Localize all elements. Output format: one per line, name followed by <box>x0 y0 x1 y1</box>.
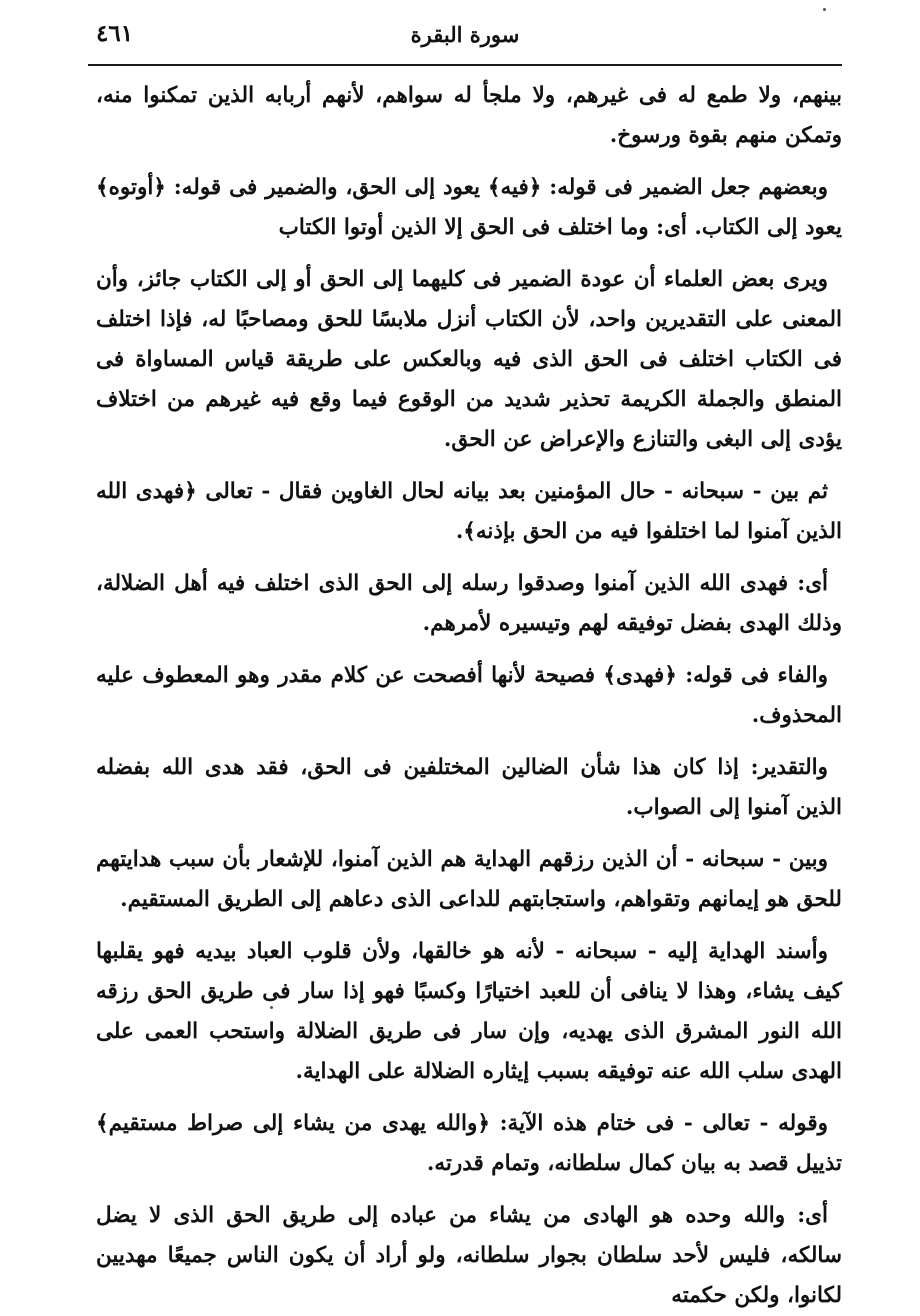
body-text <box>96 76 842 1308</box>
paragraph: والفاء فى قوله: ﴿فهدى﴾ فصيحة لأنها أفصحت عن كلام مقدر وهو المعطوف عليه المحذوف. <box>96 663 842 728</box>
scan-speck <box>270 1006 273 1009</box>
paragraph: وبعضهم جعل الضمير فى قوله: ﴿فيه﴾ يعود إلى الحق، والضمير فى قوله: ﴿أوتوه﴾ يعود إلى الكتاب. أى: وما اختلف فى الحق إلا الذين أوتوا الكتاب <box>96 175 842 240</box>
paragraph: بينهم، ولا طمع له فى غيرهم، ولا ملجأ له سواهم، لأنهم أربابه الذين تمكنوا منه، وتمكن منهم بقوة ورسوخ. <box>96 83 842 148</box>
page-header <box>88 18 842 60</box>
page-number: ٤٦١ <box>96 20 134 47</box>
paragraph: أى: فهدى الله الذين آمنوا وصدقوا رسله إلى الحق الذى اختلف فيه أهل الضلالة، وذلك الهدى بفضل توفيقه لهم وتيسيره لأمرهم. <box>96 571 842 636</box>
paragraph: وقوله - تعالى - فى ختام هذه الآية: ﴿والله يهدى من يشاء إلى صراط مستقيم﴾ تذييل قصد به بيان كمال سلطانه، وتمام قدرته. <box>96 1111 842 1176</box>
paragraph: أى: والله وحده هو الهادى من يشاء من عباده إلى طريق الحق الذى لا يضل سالكه، فليس لأحد سلطان بجوار سلطانه، ولو أراد أن يكون الناس جميعًا مهديين لكانوا، ولكن حكمته <box>96 1203 842 1308</box>
paragraph: والتقدير: إذا كان هذا شأن الضالين المختلفين فى الحق، فقد هدى الله بفضله الذين آمنوا إلى الصواب. <box>96 755 842 820</box>
running-title: سورة البقرة <box>410 22 520 47</box>
scan-speck <box>823 8 826 11</box>
paragraph: وأسند الهداية إليه - سبحانه - لأنه هو خالقها، ولأن قلوب العباد بيديه فهو يقلبها كيف يشاء، وهذا لا ينافى أن للعبد اختيارًا وكسبًا فهو إذا سار فى طريق الحق رزقه الله النور المشرق الذى يهديه، وإن سار فى طريق الضلالة واستحب العمى على الهدى سلب الله عنه توفيقه بسبب إيثاره الضلالة على الهداية. <box>96 939 842 1084</box>
paragraph: ويرى بعض العلماء أن عودة الضمير فى كليهما إلى الحق أو إلى الكتاب جائز، وأن المعنى على التقديرين واحد، لأن الكتاب أنزل ملابسًا للحق ومصاحبًا له، فإذا اختلف فى الكتاب اختلف فى الحق الذى فيه وبالعكس على طريقة قياس المساواة فى المنطق والجملة الكريمة تحذير شديد من الوقوع فيما وقع فيه غيرهم من اختلاف يؤدى إلى البغى والتنازع والإعراض عن الحق. <box>96 267 842 452</box>
header-rule <box>88 64 842 66</box>
paragraph: وبين - سبحانه - أن الذين رزقهم الهداية هم الذين آمنوا، للإشعار بأن سبب هدايتهم للحق هو إيمانهم وتقواهم، واستجابتهم للداعى الذى دعاهم إلى الطريق المستقيم. <box>96 847 842 912</box>
paragraph: ثم بين - سبحانه - حال المؤمنين بعد بيانه لحال الغاوين فقال - تعالى ﴿فهدى الله الذين آمنوا لما اختلفوا فيه من الحق بإذنه﴾. <box>96 479 842 544</box>
